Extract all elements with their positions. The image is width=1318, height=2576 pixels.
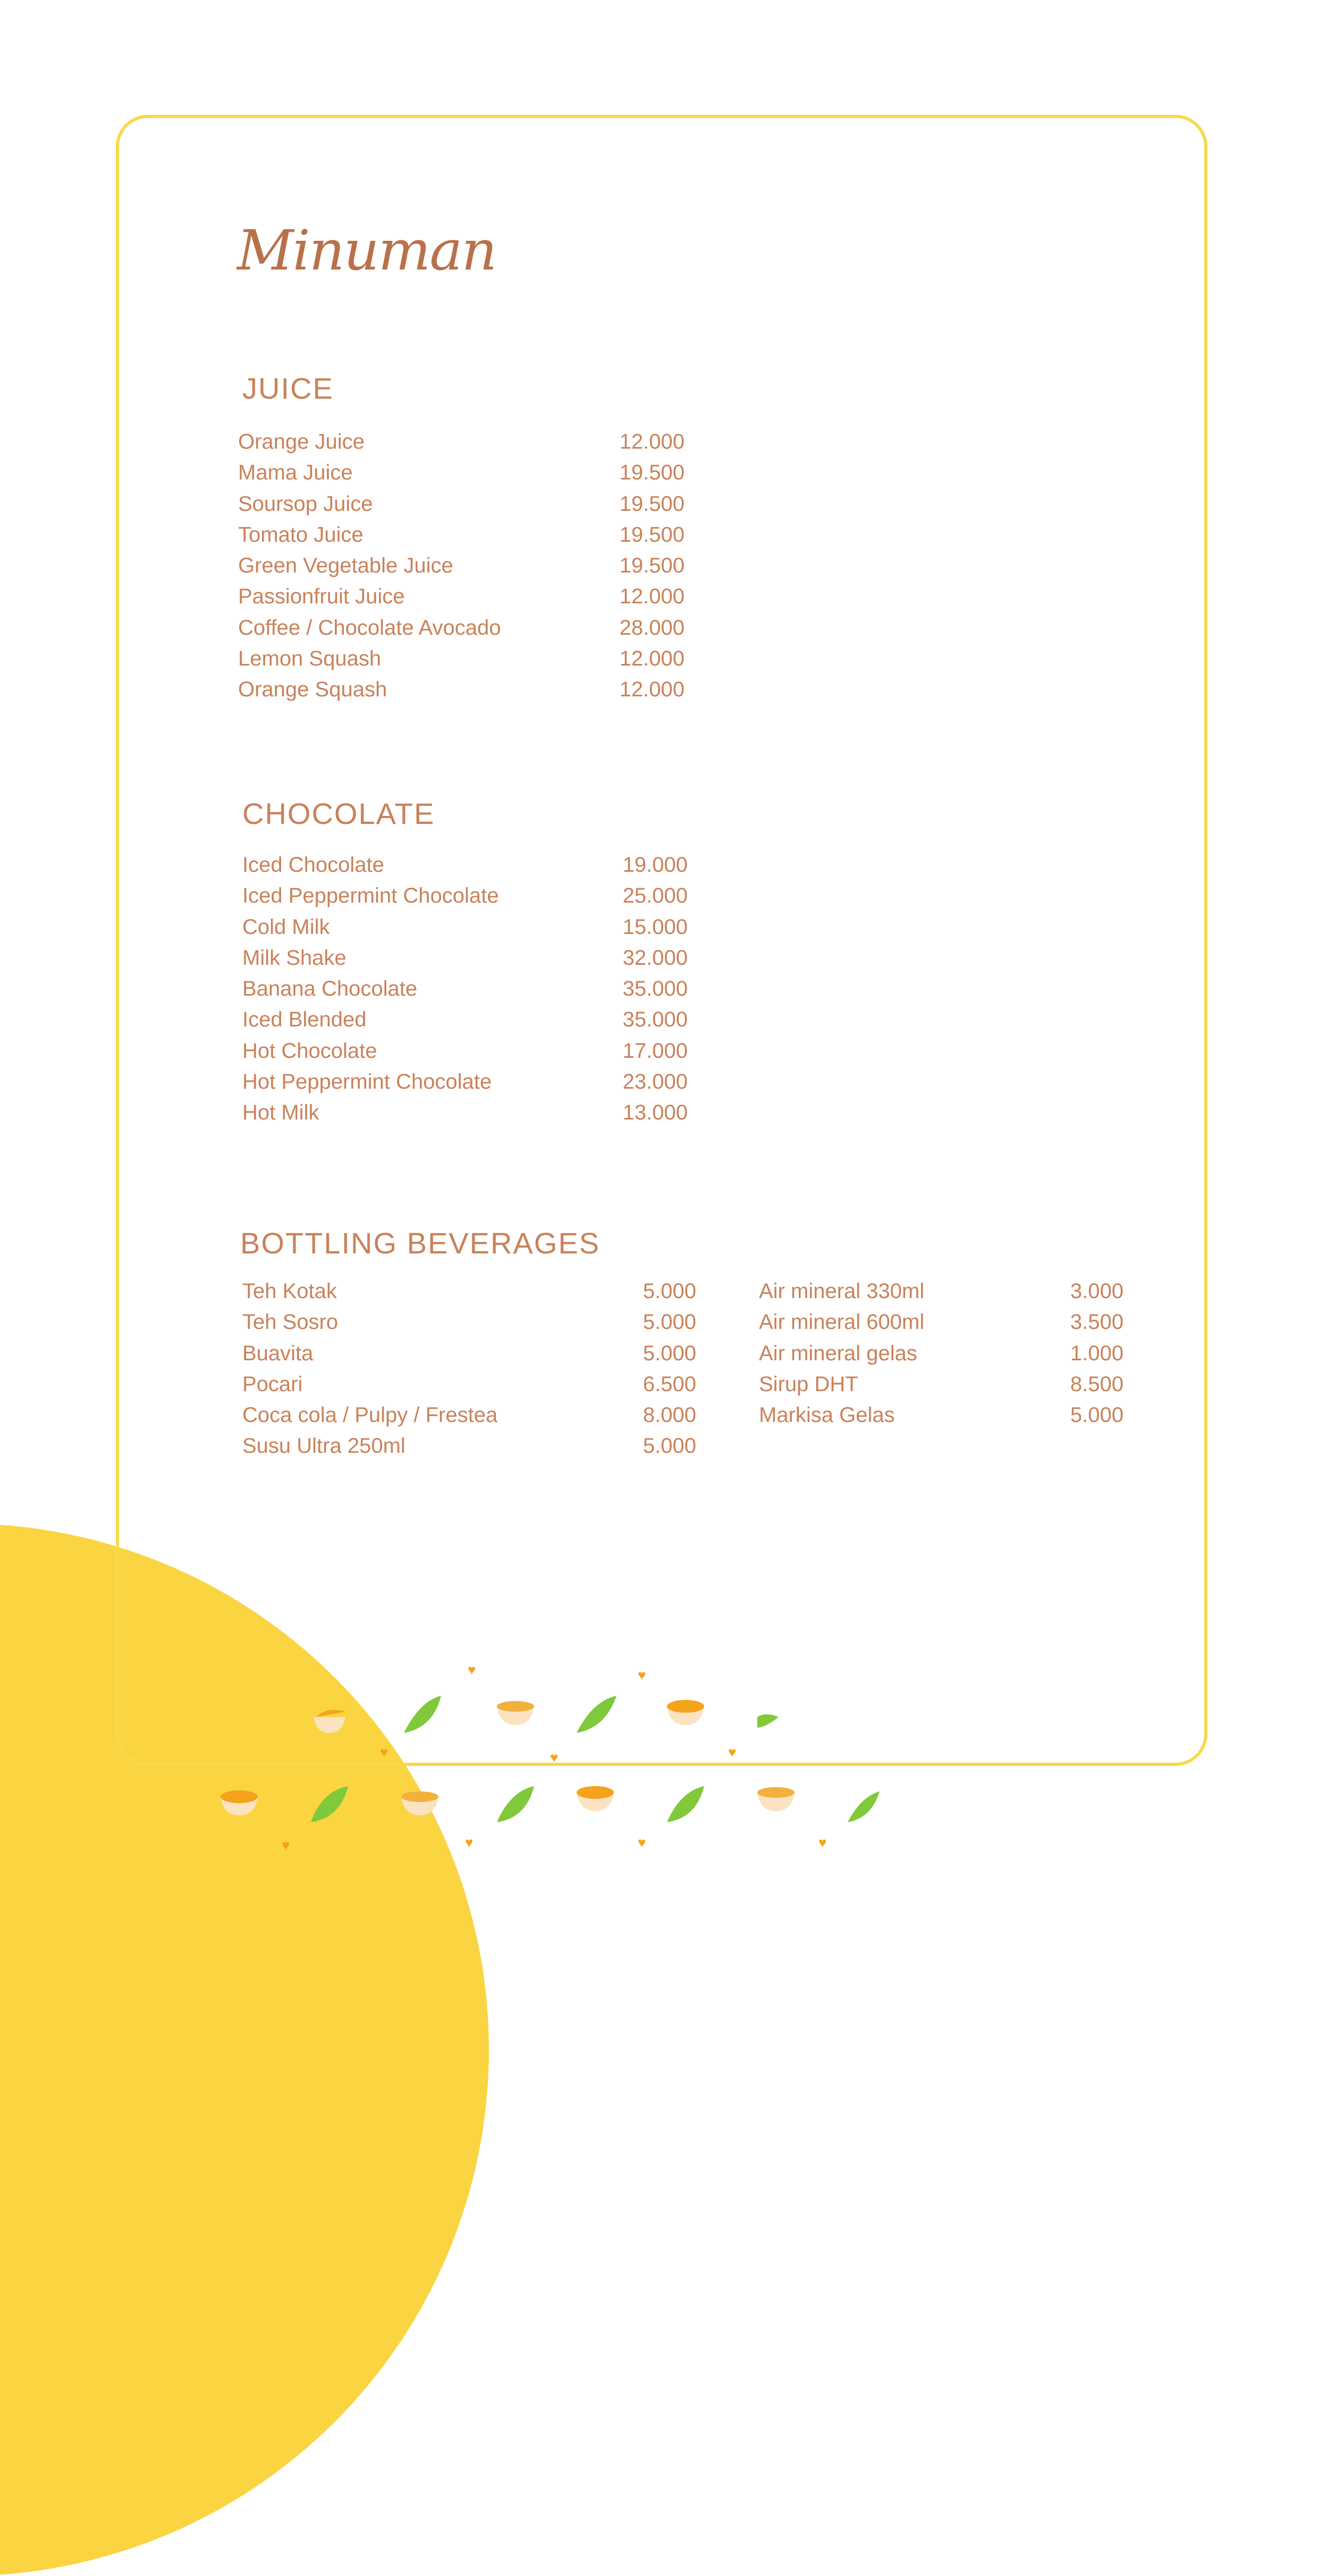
list-item: Hot Milk 13.000 — [242, 1101, 688, 1125]
page-title: Minuman — [237, 218, 496, 283]
bowl-icon — [577, 1786, 614, 1811]
list-item: Hot Chocolate 17.000 — [242, 1039, 688, 1063]
list-item: Susu Ultra 250ml 5.000 — [242, 1434, 696, 1458]
juice-list — [238, 426, 685, 705]
section-title-bottling: BOTTLING BEVERAGES — [240, 1226, 601, 1260]
list-item: Iced Blended 35.000 — [242, 1008, 688, 1032]
list-item: Sirup DHT 8.500 — [759, 1372, 1123, 1396]
heart-icon: ♥ — [728, 1744, 737, 1760]
section-title-juice: JUICE — [242, 372, 334, 405]
bottling-list-left — [242, 1276, 696, 1462]
list-item: Air mineral gelas 1.000 — [759, 1341, 1123, 1365]
list-item: Banana Chocolate 35.000 — [242, 977, 688, 1001]
list-item: Air mineral 330ml 3.000 — [759, 1279, 1123, 1303]
heart-icon: ♥ — [638, 1667, 646, 1683]
list-item: Buavita 5.000 — [242, 1341, 696, 1365]
list-item: Iced Peppermint Chocolate 25.000 — [242, 884, 688, 908]
heart-icon: ♥ — [465, 1834, 474, 1850]
food-decoration — [0, 1542, 1318, 1865]
heart-icon: ♥ — [282, 1837, 290, 1853]
bowl-icon — [757, 1787, 795, 1811]
bowl-icon — [497, 1701, 534, 1725]
heart-icon: ♥ — [468, 1662, 476, 1678]
heart-icon: ♥ — [380, 1744, 388, 1760]
bowl-icon — [314, 1710, 345, 1733]
heart-icon: ♥ — [638, 1834, 646, 1850]
chocolate-list — [242, 849, 688, 1129]
list-item: Iced Chocolate 19.000 — [242, 853, 688, 877]
list-item: Passionfruit Juice 12.000 — [238, 585, 685, 609]
leaf-icon — [311, 1786, 348, 1822]
heart-icon: ♥ — [550, 1749, 559, 1765]
bottling-list-right — [759, 1276, 1123, 1430]
list-item: Coffee / Chocolate Avocado 28.000 — [238, 616, 685, 639]
bowl-icon — [221, 1790, 258, 1815]
list-item: Lemon Squash 12.000 — [238, 647, 685, 671]
heart-icon: ♥ — [818, 1834, 827, 1850]
leaf-icon — [667, 1786, 704, 1822]
leaf-icon — [848, 1791, 880, 1822]
list-item: Milk Shake 32.000 — [242, 946, 688, 970]
leaf-icon — [497, 1786, 534, 1822]
list-item: Mama Juice 19.500 — [238, 461, 685, 485]
list-item: Air mineral 600ml 3.500 — [759, 1310, 1123, 1334]
list-item: Teh Sosro 5.000 — [242, 1310, 696, 1334]
list-item: Soursop Juice 19.500 — [238, 492, 685, 516]
list-item: Green Vegetable Juice 19.500 — [238, 554, 685, 578]
section-title-chocolate: CHOCOLATE — [242, 797, 435, 830]
list-item: Cold Milk 15.000 — [242, 915, 688, 939]
list-item: Coca cola / Pulpy / Frestea 8.000 — [242, 1403, 696, 1427]
list-item: Markisa Gelas 5.000 — [759, 1403, 1123, 1427]
list-item: Orange Juice 12.000 — [238, 430, 685, 453]
leaf-icon — [577, 1696, 616, 1733]
leaf-icon — [757, 1714, 779, 1728]
list-item: Pocari 6.500 — [242, 1372, 696, 1396]
list-item: Teh Kotak 5.000 — [242, 1279, 696, 1303]
bowl-icon — [667, 1700, 704, 1725]
bowl-icon — [401, 1791, 438, 1815]
leaf-icon — [404, 1696, 441, 1733]
list-item: Hot Peppermint Chocolate 23.000 — [242, 1070, 688, 1094]
list-item: Tomato Juice 19.500 — [238, 523, 685, 546]
list-item: Orange Squash 12.000 — [238, 678, 685, 702]
